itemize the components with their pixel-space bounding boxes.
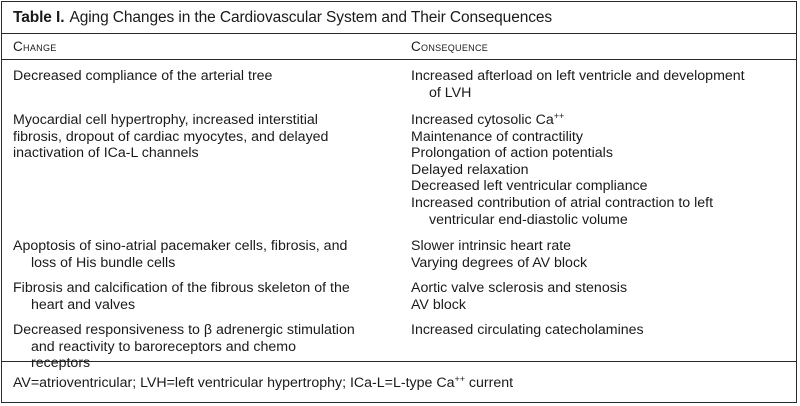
table-title: [2, 2, 796, 34]
consequence-cell: [411, 112, 791, 228]
table-footnote: [13, 375, 513, 391]
footnote-suffix: current: [464, 375, 514, 391]
change-text: inactivation of ICa-L channels: [13, 145, 199, 162]
change-cell: [13, 280, 398, 313]
change-text: heart and valves: [31, 296, 136, 313]
change-text: receptors: [31, 355, 91, 372]
consequence-text: Increased circulating catecholamines: [411, 322, 644, 338]
table-title-text: Aging Changes in the Cardiovascular System and Their Consequences: [69, 8, 553, 26]
consequence-text: Maintenance of contractility: [411, 128, 583, 145]
consequence-cell: [411, 68, 791, 101]
cytosolic-ca-text: Increased cytosolic Ca: [411, 112, 554, 128]
consequence-text: of LVH: [429, 84, 472, 101]
consequence-text: ventricular end-diastolic volume: [429, 211, 628, 228]
column-header-change: Change: [13, 39, 57, 54]
consequence-text: Aortic valve sclerosis and stenosis: [411, 280, 628, 296]
change-text: fibrosis, dropout of cardiac myocytes, and delayed: [13, 128, 329, 145]
consequence-cell: [411, 280, 791, 313]
consequence-text: Prolongation of action potentials: [411, 145, 613, 162]
table-header-row: [2, 34, 796, 60]
table-body: [2, 60, 796, 372]
superscript: ++: [553, 111, 565, 121]
change-text: Decreased responsiveness to β adrenergic stimulation: [13, 322, 355, 338]
change-text: Decreased compliance of the arterial tree: [13, 68, 273, 84]
change-cell: [13, 112, 398, 162]
change-text: Myocardial cell hypertrophy, increased interstitial: [13, 112, 318, 128]
consequence-text: Slower intrinsic heart rate: [411, 238, 572, 254]
consequence-text: Increased afterload on left ventricle and development: [411, 68, 745, 84]
footnote-superscript: ++: [454, 374, 465, 384]
consequence-text: Decreased left ventricular compliance: [411, 178, 648, 195]
consequence-text: Delayed relaxation: [411, 161, 529, 178]
change-text: Apoptosis of sino-atrial pacemaker cells, fibrosis, and: [13, 238, 348, 254]
table: [1, 1, 797, 403]
change-cell: [13, 68, 398, 85]
change-text: loss of His bundle cells: [31, 254, 176, 271]
column-header-consequence: Consequence: [411, 39, 489, 54]
change-text: Fibrosis and calcification of the fibrous skeleton of the: [13, 280, 350, 296]
change-cell: [13, 322, 398, 372]
table-label: Table I.: [13, 8, 65, 26]
consequence-text: Varying degrees of AV block: [411, 254, 588, 271]
change-cell: [13, 238, 398, 271]
consequence-cell: [411, 238, 791, 271]
footnote-text: AV=atrioventricular; LVH=left ventricular hypertrophy; ICa-L=L-type Ca: [13, 375, 455, 391]
change-text: and reactivity to baroreceptors and chemo: [31, 338, 296, 355]
consequence-text: [411, 112, 791, 129]
consequence-cell: [411, 322, 791, 339]
consequence-text: AV block: [411, 296, 466, 313]
consequence-text: Increased contribution of atrial contraction to left: [411, 194, 714, 211]
